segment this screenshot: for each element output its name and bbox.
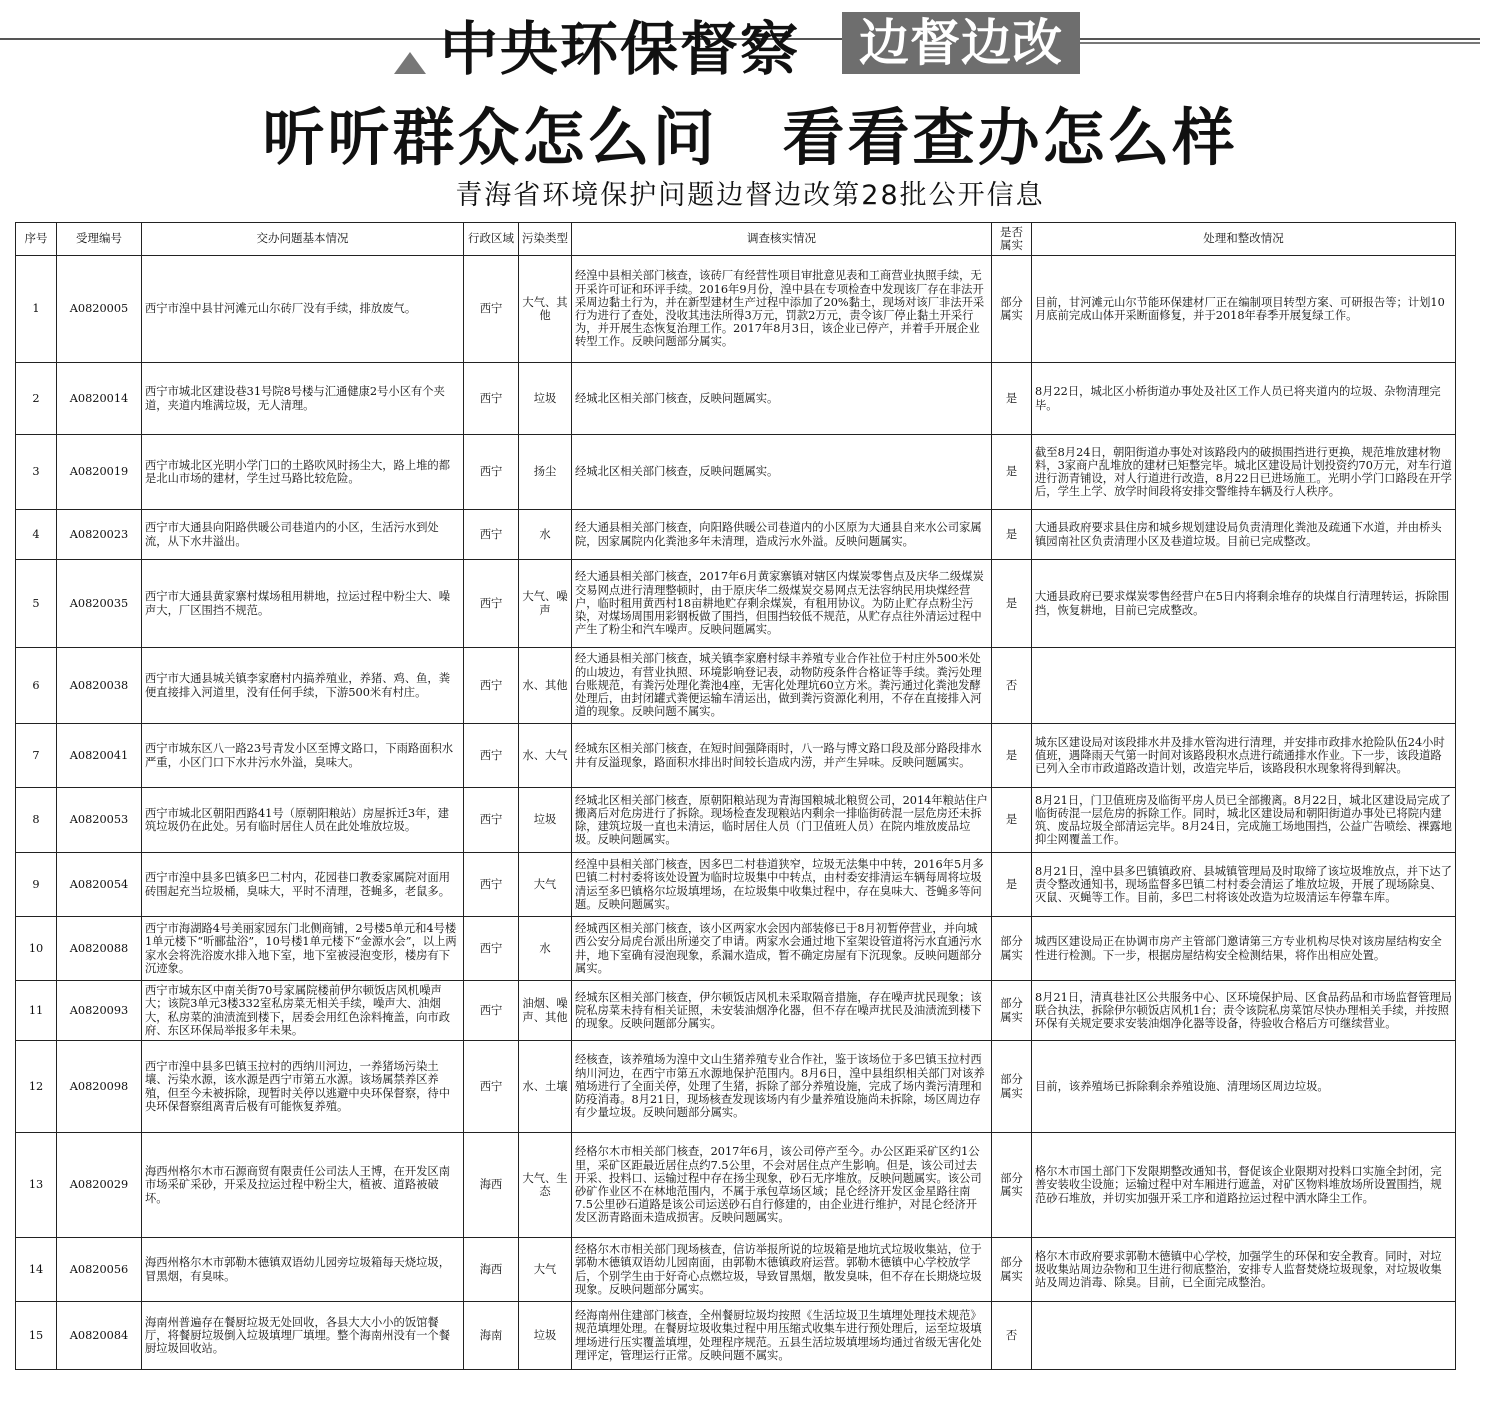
row-type: 水 [519, 510, 572, 560]
row-investigation: 经海南州住建部门核查，全州餐厨垃圾均按照《生活垃圾卫生填埋处理技术规范》规范填埋处理。在餐厨垃圾收集过程中用压缩式收集车进行预处理后，运至垃圾填埋场进行压实覆盖填埋，处理程序规范。五县生活垃圾填埋场均通过省级无害化处理评定，管理运行正常。反映问题不属实。 [572, 1302, 992, 1370]
row-handling: 8月22日，城北区小桥街道办事处及社区工作人员已将夹道内的垃圾、杂物清理完毕。 [1032, 363, 1456, 435]
row-code: A0820054 [57, 853, 142, 917]
row-verified: 部分属实 [992, 1238, 1032, 1302]
row-region: 西宁 [464, 724, 519, 788]
row-number: 5 [16, 560, 57, 648]
row-problem: 西宁市城北区朝阳西路41号（原朝阳粮站）房屋拆迁3年，建筑垃圾仍在此处。另有临时居住人员在此处堆放垃圾。 [142, 788, 464, 853]
row-type: 水、其他 [519, 648, 572, 724]
row-region: 西宁 [464, 560, 519, 648]
row-problem: 西宁市湟中县多巴镇多巴二村内，花园巷口教委家属院对面用砖围起充当垃圾桶，臭味大，平时不清理，苍蝇多，老鼠多。 [142, 853, 464, 917]
row-number: 14 [16, 1238, 57, 1302]
row-number: 15 [16, 1302, 57, 1370]
col-header-verified: 是否属实 [992, 223, 1032, 256]
row-type: 大气、生态 [519, 1133, 572, 1238]
row-code: A0820023 [57, 510, 142, 560]
row-problem: 西宁市大通县向阳路供暖公司巷道内的小区，生活污水到处流，从下水井溢出。 [142, 510, 464, 560]
row-investigation: 经城北区相关部门核查，原朝阳粮站现为青海国粮城北粮贸公司，2014年粮站住户搬离后对危房进行了拆除。现场检查发现粮站内剩余一排临街砖混一层危房还未拆除，建筑垃圾一直也未清运，临时居住人员（门卫值班人员）在院内堆放废品垃圾。反映问题属实。 [572, 788, 992, 853]
row-verified: 否 [992, 1302, 1032, 1370]
row-handling: 8月21日，门卫值班房及临街平房人员已全部搬离。8月22日，城北区建设局完成了临街砖混一层危房的拆除工作。同时，城北区建设局和朝阳街道办事处已将院内建筑、废品垃圾全部清运完毕。8月24日，完成施工场地围挡，公益广告喷绘、裸露地抑尘网覆盖工作。 [1032, 788, 1456, 853]
row-investigation: 经城东区相关部门核查，在短时间强降雨时，八一路与博文路口段及部分路段排水井有反溢现象，路面积水排出时间较长造成内涝，并产生异味。反映问题属实。 [572, 724, 992, 788]
row-verified: 否 [992, 648, 1032, 724]
row-number: 1 [16, 256, 57, 363]
row-verified: 是 [992, 510, 1032, 560]
col-header-type: 污染类型 [519, 223, 572, 256]
col-header-no: 序号 [16, 223, 57, 256]
row-region: 西宁 [464, 853, 519, 917]
row-type: 大气、其他 [519, 256, 572, 363]
row-type: 油烟、噪声、其他 [519, 981, 572, 1041]
row-code: A0820056 [57, 1238, 142, 1302]
table-row [16, 853, 1456, 917]
table-row [16, 1041, 1456, 1133]
row-number: 12 [16, 1041, 57, 1133]
row-verified: 部分属实 [992, 981, 1032, 1041]
row-code: A0820093 [57, 981, 142, 1041]
table-row [16, 1133, 1456, 1238]
row-handling: 大通县政府已要求煤炭零售经营户在5日内将剩余堆存的块煤自行清理转运，拆除围挡，恢复耕地，目前已完成整改。 [1032, 560, 1456, 648]
table-row [16, 560, 1456, 648]
row-number: 3 [16, 435, 57, 510]
row-verified: 部分属实 [992, 1041, 1032, 1133]
row-code: A0820038 [57, 648, 142, 724]
col-header-handling: 处理和整改情况 [1032, 223, 1456, 256]
row-investigation: 经大通县相关部门核查，城关镇李家磨村绿丰养殖专业合作社位于村庄外500米处的山坡边，有营业执照、环境影响登记表，动物防疫条件合格证等手续。粪污处理台账规范，有粪污处理化粪池4座，无害化处理坑60立方米。粪污通过化粪池发酵处理后，由封闭罐式粪便运输车清运出，做到粪污资源化利用，不存在直接排入河道的现象。反映问题不属实。 [572, 648, 992, 724]
subheadline: 青海省环境保护问题边督边改第28批公开信息 [455, 180, 1045, 211]
info-table [15, 222, 1456, 1370]
row-investigation: 经核查，该养殖场为湟中文山生猪养殖专业合作社，鉴于该场位于多巴镇玉拉村西纳川河边，在西宁市第五水源地保护范围内。8月6日，湟中县组织相关部门对该养殖场进行了全面关停，处理了生猪，拆除了部分养殖设施，完成了场内粪污清理和防疫消毒。8月21日，现场核查发现该场内有少量养殖设施尚未拆除，场区周边存有少量垃圾。反映问题部分属实。 [572, 1041, 992, 1133]
row-verified: 是 [992, 788, 1032, 853]
row-handling: 截至8月24日，朝阳街道办事处对该路段内的破损围挡进行更换，规范堆放建材物料，3家商户乱堆放的建材已矩整完毕。城北区建设局计划投资约70万元，对车行道进行沥青铺设，对人行道进行改造，8月22日已进场施工。光明小学门口路段在开学后，学生上学、放学时间段将安排交警维持车辆及行人秩序。 [1032, 435, 1456, 510]
row-problem: 西宁市海湖路4号美丽家园东门北侧商铺，2号楼5单元和4号楼1单元楼下“听郦盐浴”，10号楼1单元楼下“金源水会”，以上两家水会将洗浴废水排入地下室，地下室被浸泡变形，楼房有下沉迹象。 [142, 917, 464, 981]
row-region: 西宁 [464, 435, 519, 510]
row-investigation: 经城东区相关部门核查，伊尔顿饭店风机未采取隔音措施，存在噪声扰民现象；该院私房菜未持有相关证照，未安装油烟净化器，但不存在噪声扰民及油渍流到楼下的现象。反映问题部分属实。 [572, 981, 992, 1041]
row-code: A0820098 [57, 1041, 142, 1133]
row-type: 垃圾 [519, 363, 572, 435]
page-header [0, 0, 1500, 240]
row-code: A0820029 [57, 1133, 142, 1238]
row-number: 9 [16, 853, 57, 917]
col-header-investigation: 调查核实情况 [572, 223, 992, 256]
table-row [16, 1238, 1456, 1302]
row-handling: 城西区建设局正在协调市房产主管部门邀请第三方专业机构尽快对该房屋结构安全性进行检测。下一步，根据房屋结构安全检测结果，将作出相应处置。 [1032, 917, 1456, 981]
table-row [16, 510, 1456, 560]
row-problem: 海西州格尔木市石源商贸有限责任公司法人王博，在开发区南市场采矿采砂，开采及拉运过程中粉尘大，植被、道路被破坏。 [142, 1133, 464, 1238]
table-row [16, 917, 1456, 981]
row-number: 8 [16, 788, 57, 853]
row-number: 2 [16, 363, 57, 435]
row-region: 西宁 [464, 788, 519, 853]
row-region: 西宁 [464, 648, 519, 724]
row-handling [1032, 1302, 1456, 1370]
row-problem: 西宁市城北区建设巷31号院8号楼与汇通健康2号小区有个夹道，夹道内堆满垃圾，无人清理。 [142, 363, 464, 435]
table-row [16, 981, 1456, 1041]
row-verified: 是 [992, 560, 1032, 648]
row-problem: 海南州普遍存在餐厨垃圾无处回收，各县大大小小的饭馆餐厅，将餐厨垃圾倒入垃圾填埋厂填埋。整个海南州没有一个餐厨垃圾回收站。 [142, 1302, 464, 1370]
row-verified: 是 [992, 853, 1032, 917]
row-problem: 海西州格尔木市郭勒木德镇双语幼儿园旁垃圾箱每天烧垃圾，冒黑烟，有臭味。 [142, 1238, 464, 1302]
row-investigation: 经湟中县相关部门核查，因多巴二村巷道狭窄，垃圾无法集中中转，2016年5月多巴镇二村村委将该处设置为临时垃圾集中中转点，由村委安排清运车辆每周将垃圾清运至多巴镇格尔垃圾填埋场，在垃圾集中收集过程中，存在臭味大、苍蝇多等问题。反映问题属实。 [572, 853, 992, 917]
row-number: 11 [16, 981, 57, 1041]
row-handling: 目前，该养殖场已拆除剩余养殖设施、清理场区周边垃圾。 [1032, 1041, 1456, 1133]
row-verified: 是 [992, 363, 1032, 435]
row-number: 4 [16, 510, 57, 560]
row-number: 10 [16, 917, 57, 981]
row-code: A0820053 [57, 788, 142, 853]
table-body [16, 256, 1456, 1370]
table-row [16, 788, 1456, 853]
row-handling: 格尔木市政府要求郭勒木德镇中心学校，加强学生的环保和安全教育。同时，对垃圾收集站周边杂物和卫生进行彻底整治，安排专人监督焚烧垃圾现象，对垃圾收集站及周边消毒、除臭。目前，已全面完成整治。 [1032, 1238, 1456, 1302]
row-type: 水 [519, 917, 572, 981]
row-problem: 西宁市大通县城关镇李家磨村内搞养殖业，养猪、鸡、鱼，粪便直接排入河道里，没有任何手续，下游500米有村庄。 [142, 648, 464, 724]
col-header-region: 行政区域 [464, 223, 519, 256]
column-subtitle: 边督边改 [842, 12, 1080, 74]
table-row [16, 256, 1456, 363]
row-investigation: 经大通县相关部门核查，向阳路供暖公司巷道内的小区原为大通县自来水公司家属院，因家属院内化粪池多年未清理，造成污水外溢。反映问题属实。 [572, 510, 992, 560]
row-investigation: 经城北区相关部门核查，反映问题属实。 [572, 363, 992, 435]
info-table-container [15, 222, 1455, 1370]
row-problem: 西宁市城东区中南关街70号家属院楼前伊尔顿饭店风机噪声大；该院3单元3楼332室私房菜无相关手续，噪声大、油烟大，私房菜的油渍流到楼下，居委会用红色涂料掩盖，向市政府、东区环保局举报多年未果。 [142, 981, 464, 1041]
row-investigation: 经城北区相关部门核查，反映问题属实。 [572, 435, 992, 510]
row-region: 海南 [464, 1302, 519, 1370]
table-header-row [16, 223, 1456, 256]
row-investigation: 经格尔木市相关部门核查，2017年6月，该公司停产至今。办公区距采矿区约1公里，采矿区距最近居住点约7.5公里，不会对居住点产生影响。但是，该公司过去开采、投料口、运输过程中存在扬尘现象，砂石无序堆放。反映问题属实。该公司砂矿作业区不在林地范围内，不属于承包草场区域；昆仑经济开发区金星路往南7.5公里砂石道路是该公司运送砂石自行修建的，由企业进行维护，对昆仑经济开发区沥青路面未造成损害。反映问题属实。 [572, 1133, 992, 1238]
row-number: 7 [16, 724, 57, 788]
row-type: 垃圾 [519, 788, 572, 853]
column-title: 中央环保督察 [440, 15, 801, 83]
row-code: A0820019 [57, 435, 142, 510]
row-region: 西宁 [464, 917, 519, 981]
row-type: 大气 [519, 853, 572, 917]
row-region: 海西 [464, 1238, 519, 1302]
row-investigation: 经湟中县相关部门核查，该砖厂有经营性项目审批意见表和工商营业执照手续，无开采许可证和环评手续。2016年9月份，湟中县在专项检查中发现该厂存在非法开采周边黏土行为，并在新型建材生产过程中添加了20%黏土，现场对该厂非法开采行为进行了查处，没收其违法所得3万元，罚款2万元，责令该厂停止黏土开采行为，并开展生态恢复治理工作。2017年8月3日，该企业已停产，并着手开展企业转型工作。反映问题部分属实。 [572, 256, 992, 363]
row-type: 水、土壤 [519, 1041, 572, 1133]
row-region: 西宁 [464, 1041, 519, 1133]
row-code: A0820041 [57, 724, 142, 788]
row-handling: 大通县政府要求县住房和城乡规划建设局负责清理化粪池及疏通下水道，并由桥头镇园南社区负责清理小区及巷道垃圾。目前已完成整改。 [1032, 510, 1456, 560]
row-handling [1032, 648, 1456, 724]
table-row [16, 363, 1456, 435]
row-type: 大气、噪声 [519, 560, 572, 648]
row-region: 海西 [464, 1133, 519, 1238]
col-header-problem: 交办问题基本情况 [142, 223, 464, 256]
row-problem: 西宁市大通县黄家寨村煤场租用耕地，拉运过程中粉尘大、噪声大，厂区围挡不规范。 [142, 560, 464, 648]
row-code: A0820084 [57, 1302, 142, 1370]
row-code: A0820014 [57, 363, 142, 435]
row-region: 西宁 [464, 363, 519, 435]
row-handling: 城东区建设局对该段排水井及排水管沟进行清理，并安排市政排水抢险队伍24小时值班，遇降雨天气第一时间对该路段积水点进行疏通排水作业。下一步，该段道路已列入全市市政道路改造计划，改造完毕后，该路段积水现象将得到解决。 [1032, 724, 1456, 788]
col-header-code: 受理编号 [57, 223, 142, 256]
row-handling: 8月21日，湟中县多巴镇镇政府、县城镇管理局及时取缔了该垃圾堆放点，并下达了责令整改通知书，现场监督多巴镇二村村委会清运了堆放垃圾，开展了现场除臭、灭鼠、灭蝇等工作。目前，多巴二村将该处改造为垃圾清运车停靠车库。 [1032, 853, 1456, 917]
row-verified: 是 [992, 724, 1032, 788]
row-handling: 目前，甘河滩元山尔节能环保建材厂正在编制项目转型方案、可研报告等；计划10月底前完成山体开采断面修复，并于2018年春季开展复绿工作。 [1032, 256, 1456, 363]
row-problem: 西宁市城东区八一路23号青发小区至博文路口，下雨路面积水严重，小区门口下水井污水外溢，臭味大。 [142, 724, 464, 788]
row-type: 扬尘 [519, 435, 572, 510]
row-type: 水、大气 [519, 724, 572, 788]
row-region: 西宁 [464, 981, 519, 1041]
row-code: A0820005 [57, 256, 142, 363]
row-type: 大气 [519, 1238, 572, 1302]
row-verified: 部分属实 [992, 1133, 1032, 1238]
row-region: 西宁 [464, 510, 519, 560]
table-row [16, 648, 1456, 724]
header-rule-right [1050, 42, 1480, 44]
row-problem: 西宁市城北区光明小学门口的土路吹风时扬尘大，路上堆的都是北山市场的建材，学生过马路比较危险。 [142, 435, 464, 510]
row-problem: 西宁市湟中县多巴镇玉拉村的西纳川河边，一养猪场污染土壤、污染水源，该水源是西宁市第五水源。该场属禁养区养殖，但至今未被拆除，现暂时关停以逃避中央环保督察，待中央环保督察组离青后极有可能恢复养殖。 [142, 1041, 464, 1133]
row-verified: 是 [992, 435, 1032, 510]
row-code: A0820088 [57, 917, 142, 981]
table-row [16, 724, 1456, 788]
row-type: 垃圾 [519, 1302, 572, 1370]
row-investigation: 经大通县相关部门核查，2017年6月黄家寨镇对辖区内煤炭零售点及庆华二级煤炭交易网点进行清理整顿时，由于原庆华二级煤炭交易网点无法容纳民用块煤经营户，临时租用黄西村18亩耕地贮存剩余煤炭，有租用协议。为防止贮存点粉尘污染，对煤场周围用彩钢板做了围挡，但围挡较低不规范，从贮存点往外清运过程中产生了粉尘和汽车噪声。反映问题属实。 [572, 560, 992, 648]
row-handling: 8月21日，清真巷社区公共服务中心、区环境保护局、区食品药品和市场监督管理局联合执法，拆除伊尔顿饭店风机1台；责令该院私房菜馆尽快办理相关手续，并按照环保有关规定要求安装油烟净化器等设备，待验收合格后方可继续营业。 [1032, 981, 1456, 1041]
row-region: 西宁 [464, 256, 519, 363]
table-row [16, 1302, 1456, 1370]
row-handling: 格尔木市国土部门下发限期整改通知书，督促该企业限期对投料口实施全封闭，完善安装收尘设施；运输过程中对车厢进行遮盖，对矿区物料堆放场所设置围挡，规范砂石堆放，并切实加强开采工序和道路拉运过程中洒水降尘工作。 [1032, 1133, 1456, 1238]
triangle-icon [394, 52, 426, 74]
row-investigation: 经格尔木市相关部门现场核查，信访举报所说的垃圾箱是地坑式垃圾收集站，位于郭勒木德镇双语幼儿园南面，由郭勒木德镇政府运营。郭勒木德镇中心学校放学后，个别学生由于好奇心点燃垃圾，导致冒黑烟，散发臭味，但不存在长期烧垃圾现象。反映问题部分属实。 [572, 1238, 992, 1302]
row-code: A0820035 [57, 560, 142, 648]
row-problem: 西宁市湟中县甘河滩元山尔砖厂没有手续，排放废气。 [142, 256, 464, 363]
row-investigation: 经城西区相关部门核查，该小区两家水会因内部装修已于8月初暂停营业，并向城西公安分局虎台派出所递交了申请。两家水会通过地下室架设管道将污水直通污水井，地下室确有浸泡现象，系漏水造成，暂不确定房屋有下沉现象。反映问题部分属实。 [572, 917, 992, 981]
row-verified: 部分属实 [992, 256, 1032, 363]
row-verified: 部分属实 [992, 917, 1032, 981]
row-number: 6 [16, 648, 57, 724]
row-number: 13 [16, 1133, 57, 1238]
table-row [16, 435, 1456, 510]
headline: 听听群众怎么问 看看查办怎么样 [262, 101, 1238, 174]
